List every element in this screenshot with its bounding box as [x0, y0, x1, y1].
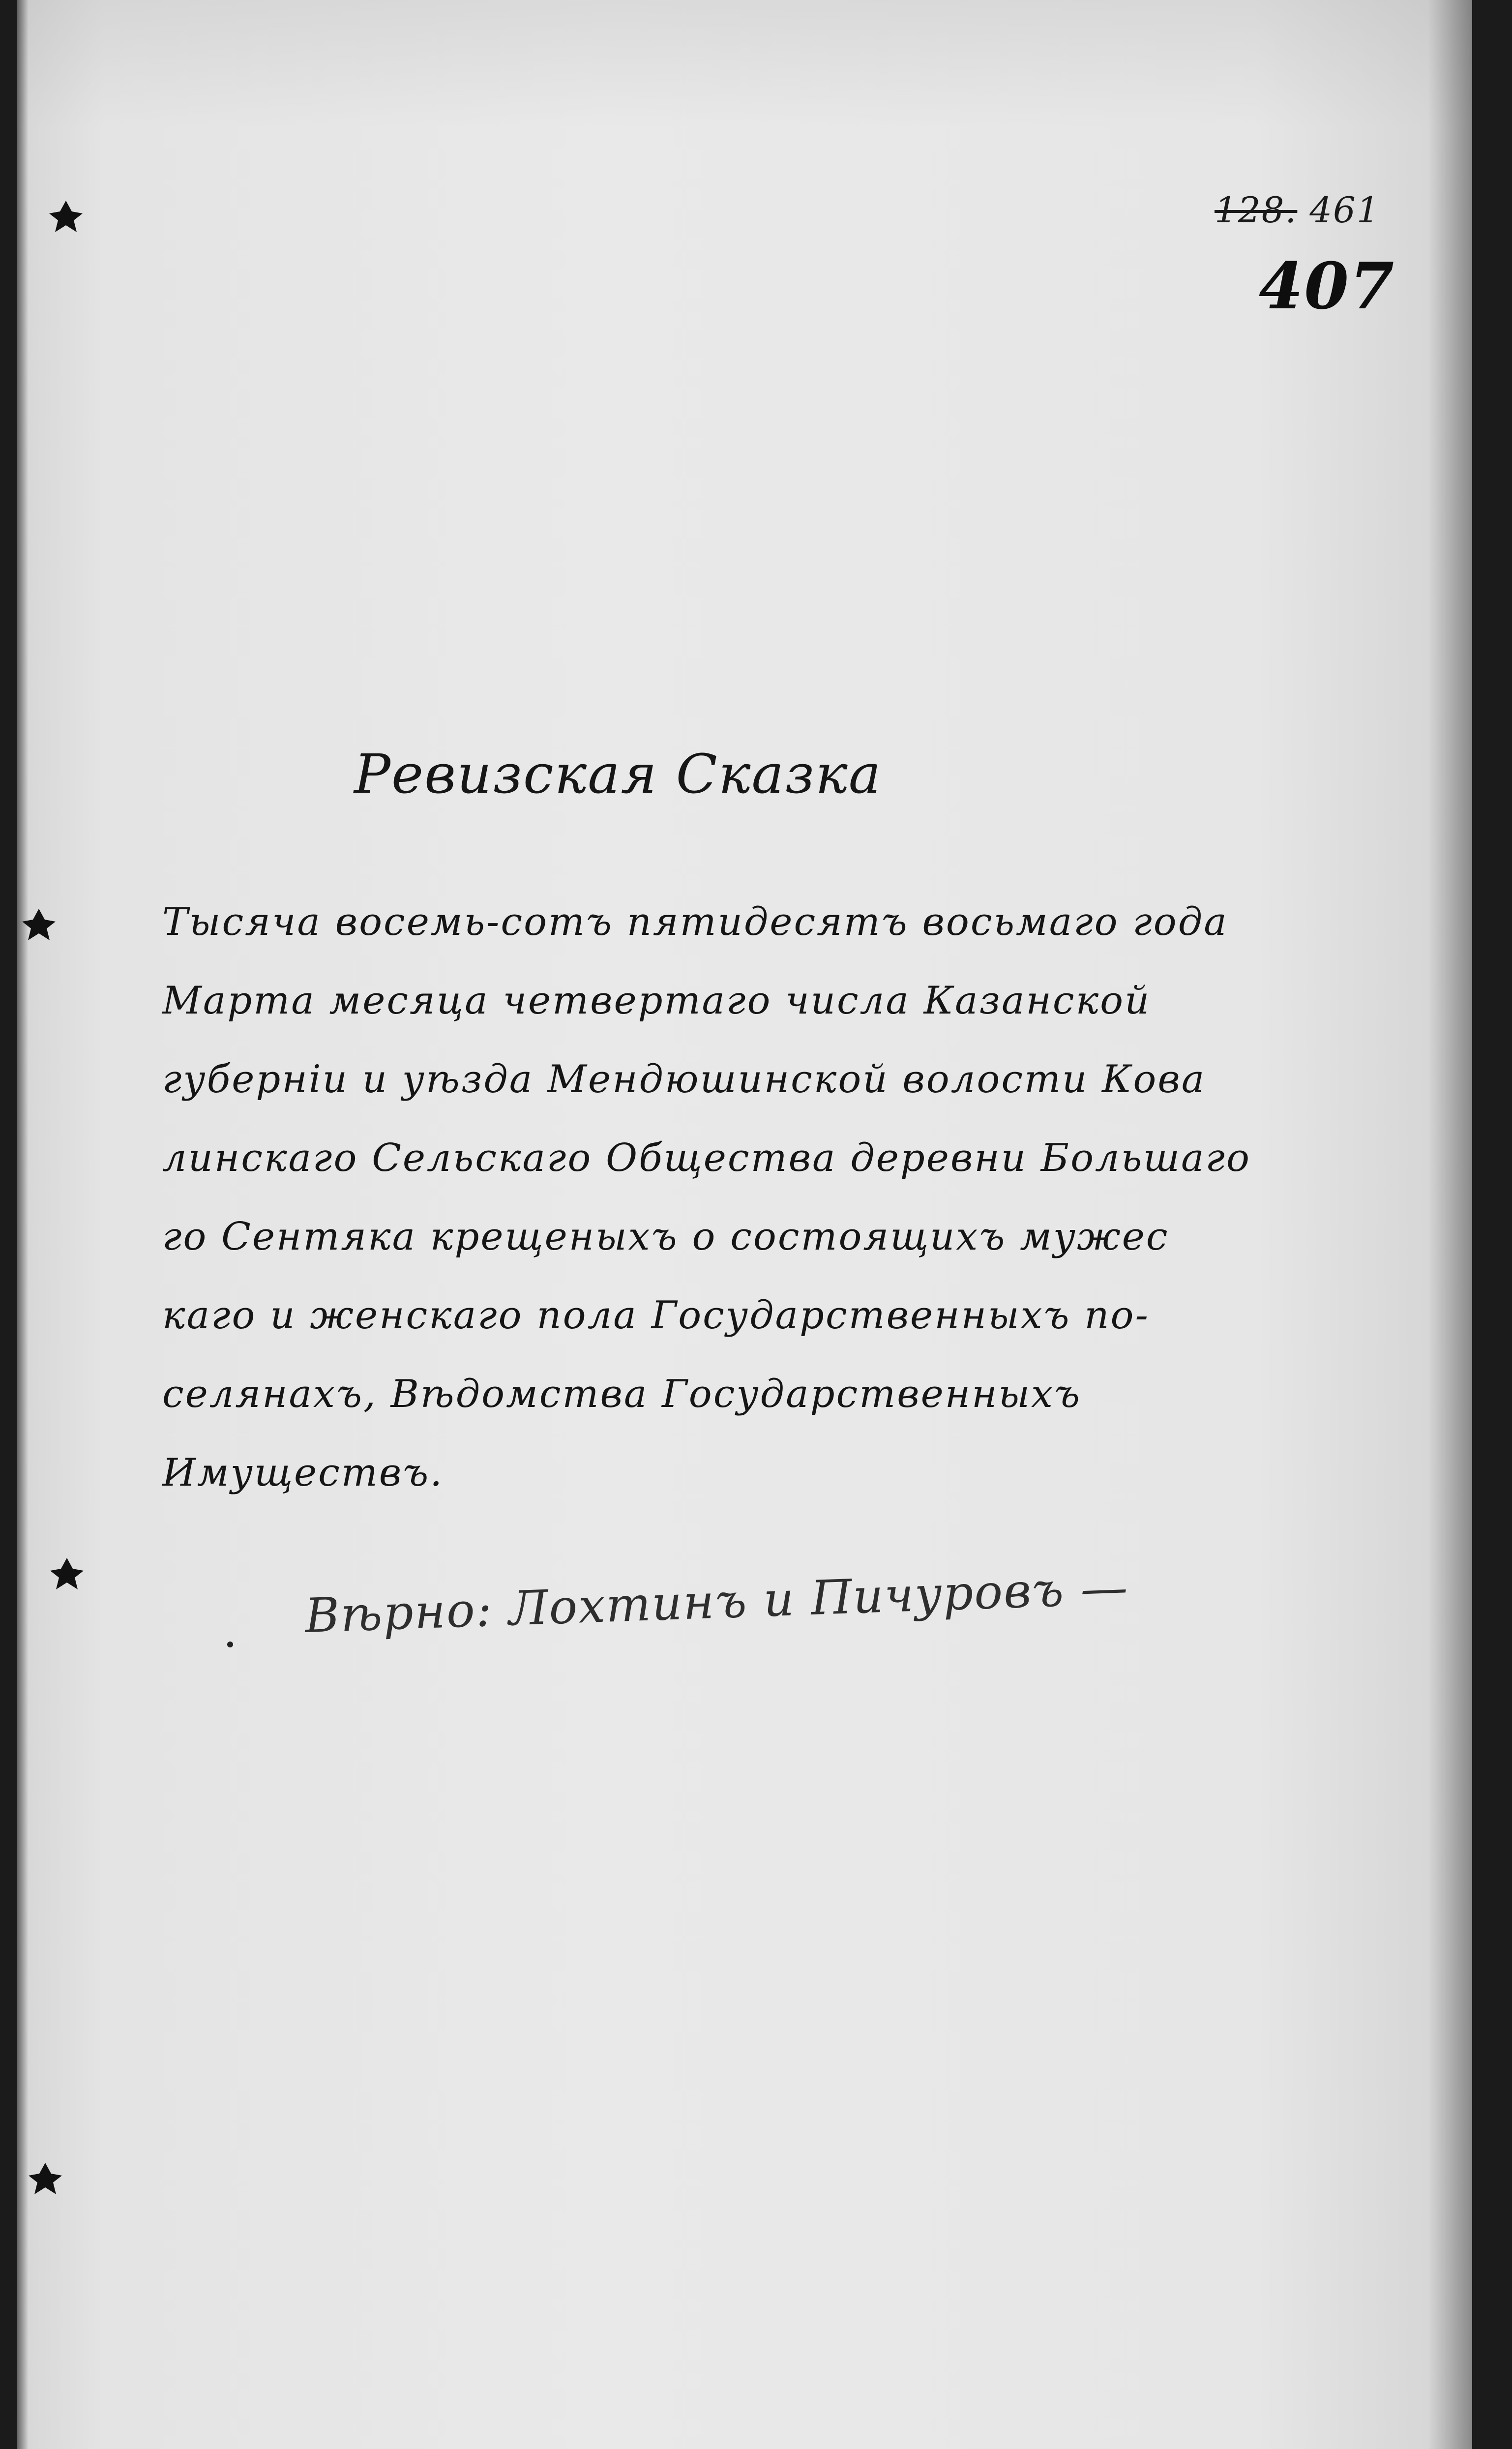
- binding-hole-icon: [47, 1554, 87, 1593]
- folio-number-correction: 461: [1309, 189, 1380, 231]
- body-line: селянахъ, Вѣдомства Государственныхъ: [162, 1372, 1082, 1416]
- body-line: Имуществъ.: [162, 1451, 444, 1495]
- body-line: Тысяча восемь-сотъ пятидесятъ восьмаго года: [162, 900, 1228, 944]
- paper-shading: [17, 0, 1472, 128]
- body-line: го Сентяка крещеныхъ о состоящихъ мужес: [162, 1215, 1169, 1259]
- binding-hole-icon: [19, 905, 59, 944]
- binding-hole-icon: [46, 197, 86, 236]
- body-line: линскаго Сельскаго Общества деревни Большаго: [162, 1136, 1251, 1180]
- body-line: каго и женскаго пола Государственныхъ по-: [162, 1293, 1150, 1338]
- body-line: губерніи и уѣзда Мендюшинской волости Кова: [162, 1057, 1206, 1102]
- document-body: [162, 883, 1251, 1512]
- document-title: Ревизская Сказка: [354, 743, 882, 806]
- folio-number: 407: [1259, 248, 1395, 324]
- ink-dot: [227, 1642, 233, 1647]
- body-line: Марта месяца четвертаго числа Казанской: [162, 979, 1151, 1023]
- binding-hole-icon: [26, 2159, 65, 2198]
- struck-folio-number: 128.: [1215, 189, 1298, 231]
- paper-edge-shadow: [1428, 0, 1472, 2449]
- binding-edge: [17, 0, 29, 2449]
- old-folio-number: [1215, 189, 1380, 231]
- attestation-signature: Вѣрно: Лохтинъ и Пичуровъ —: [304, 1559, 1130, 1643]
